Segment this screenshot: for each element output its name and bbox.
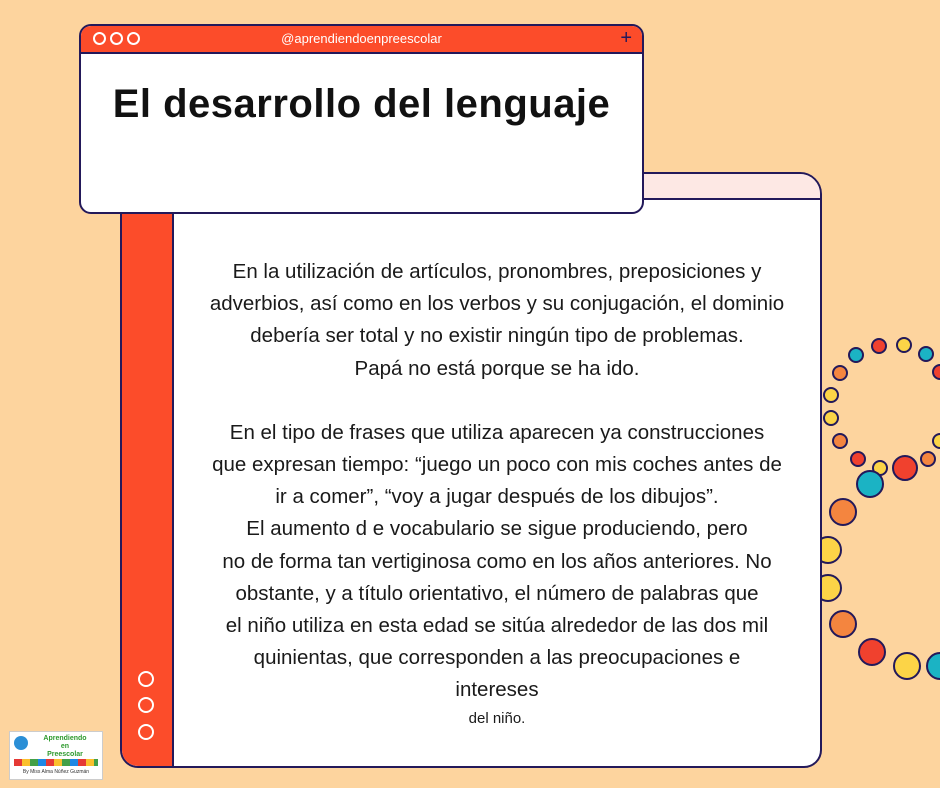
decorative-dot (856, 470, 884, 498)
content-card (120, 172, 822, 768)
decorative-dot (832, 433, 848, 449)
title-window (79, 24, 644, 214)
decorative-dot (893, 652, 921, 680)
decorative-dot (932, 364, 940, 380)
plus-icon: + (620, 27, 632, 49)
card-sidebar (122, 174, 174, 766)
logo-text: Aprendiendo en Preescolar (43, 735, 87, 758)
body-line: ir a comer”, “voy a jugar después de los dibujos”. (275, 485, 719, 509)
decorative-dot (850, 451, 866, 467)
decorative-dot (896, 337, 912, 353)
body-line: adverbios, así como en los verbos y su conjugación, el dominio (209, 292, 785, 316)
closing-line: del niño. (468, 709, 526, 727)
decorative-dot (918, 346, 934, 362)
body-line: obstante, y a título orientativo, el número de palabras que (235, 581, 759, 605)
logo (9, 731, 103, 780)
body-line: intereses (455, 678, 539, 702)
decorative-dot (920, 451, 936, 467)
circle-icon (138, 671, 154, 687)
logo-credit: By Miss Alma Núñez Guzmán (22, 769, 90, 775)
body-line: debería ser total y no existir ningún tipo de problemas. (250, 324, 744, 348)
body-text (182, 256, 812, 731)
globe-icon (14, 736, 28, 750)
ruler-graphic (14, 759, 98, 766)
body-line: el niño utiliza en esta edad se sitúa alrededor de las dos mil (225, 614, 769, 638)
body-line: que expresan tiempo: “juego un poco con mis coches antes de (212, 453, 782, 477)
decorative-dot (829, 610, 857, 638)
decorative-dot (926, 652, 940, 680)
body-line: En el tipo de frases que utiliza aparecen ya construcciones (229, 420, 765, 444)
window-title-bar (81, 26, 642, 54)
decorative-dot (823, 410, 839, 426)
social-handle: @aprendiendoenpreescolar (281, 31, 442, 46)
decorative-dot (829, 498, 857, 526)
body-line: quinientas, que corresponden a las preocupaciones e (253, 646, 741, 670)
circle-icon (138, 697, 154, 713)
decorative-dot (823, 387, 839, 403)
body-line: no de forma tan vertiginosa como en los años anteriores. No (222, 549, 772, 573)
body-line: El aumento d e vocabulario se sigue produciendo, pero (246, 517, 748, 541)
decorative-dot (832, 365, 848, 381)
decorative-dot (932, 433, 940, 449)
page-title: El desarrollo del lenguaje (112, 82, 611, 126)
body-line: En la utilización de artículos, pronombres, preposiciones y (232, 260, 762, 283)
decorative-dot (871, 338, 887, 354)
body-line: Papá no está porque se ha ido. (354, 356, 640, 380)
decorative-dot (892, 455, 918, 481)
decorative-dot (858, 638, 886, 666)
decorative-dot (848, 347, 864, 363)
circle-icon (138, 724, 154, 740)
